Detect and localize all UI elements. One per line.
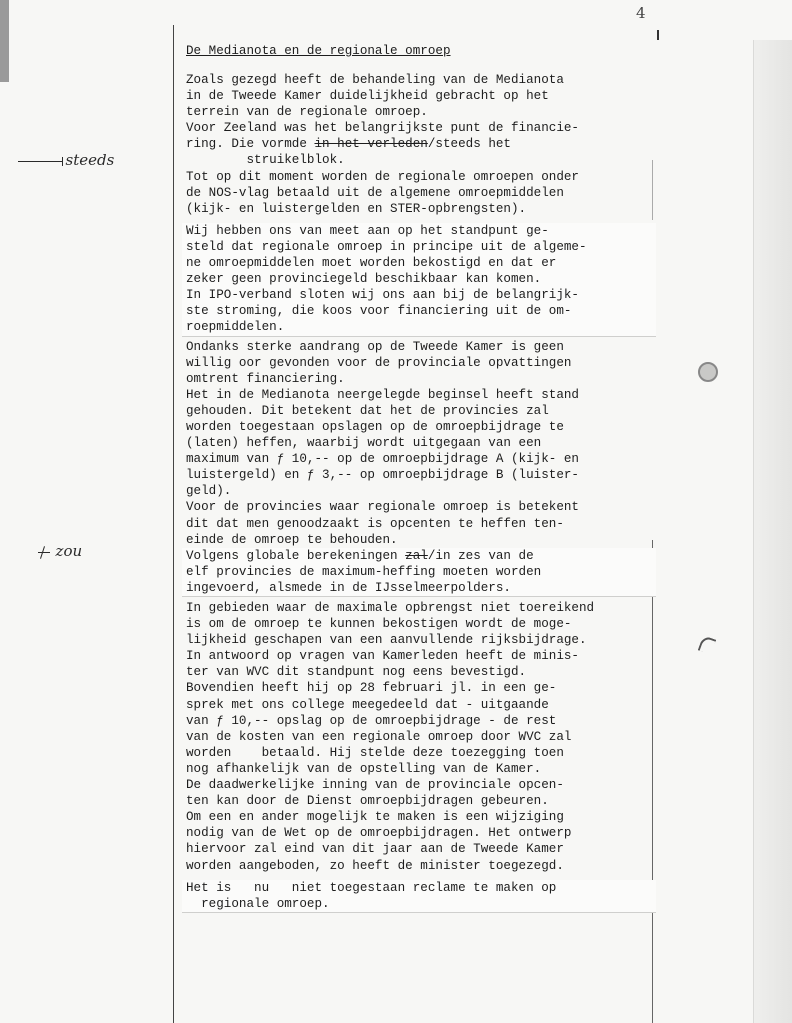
paragraph-intro: Zoals gezegd heeft de behandeling van de Medianota in de Tweede Kamer duidelijkheid gebracht op het terrein van de regionale omroep. xyxy=(186,73,564,120)
paragraph-zeeland: Voor Zeeland was het belangrijkste punt de financie- ring. Die vormde in het verleden/steeds het struikelblok. xyxy=(186,121,579,168)
struck-text: zal xyxy=(405,548,428,563)
paragraph-rijksbijdrage: In gebieden waar de maximale opbrengst niet toereikend is om de omroep te kunnen bekostigen wordt de moge- lijkheid geschapen van een aanvullende rijksbijdrage. In antwoord op vragen van Kamerleden heeft de minis- ter van WVC dit standpunt nog eens bevestigd. Bovendien heeft hij op 28 februari jl. in een ge- sprek met ons college meegedeeld dat - uitgaande van ƒ 10,-- opslag op de omroepbijdrage - de rest van de kosten van een regionale omroep door WVC zal worden betaald. Hij stelde deze toezegging toen nog afhankelijk van de opstelling van de Kamer. De daadwerkelijke inning van de provinciale opcen- ten kan door de Dienst omroepbijdragen gebeuren. Om een en ander mogelijk te maken is een wijziging nodig van de Wet op de omroepbijdragen. Het ontwerp hiervoor zal eind van dit jaar aan de Tweede Kamer worden aangeboden, zo heeft de minister toegezegd. xyxy=(186,601,595,873)
scan-edge-strip xyxy=(0,0,9,82)
margin-note-steeds: steeds xyxy=(8,133,114,169)
paragraph-reclame: Het is nu niet toegestaan reclame te maken op regionale omroep. xyxy=(182,880,656,912)
insert-arrow-icon xyxy=(18,161,62,162)
paragraph-aandrang: Ondanks sterke aandrang op de Tweede Kamer is geen willig oor gevonden voor de provinciale opvattingen omtrent financiering. Het in de Medianota neergelegde beginsel heeft stand gehouden. Dit betekent dat het de provincies zal worden toegestaan opslagen op de omroepbijdrage te (laten) heffen, waarbij wordt uitgegaan van een maximum van ƒ 10,-- op de omroepbijdrage A (kijk- en luistergeld) en ƒ 3,-- op omroepbijdrage B (luister- geld). Voor de provincies waar regionale omroep is betekent dit dat men genoodzaakt is opcenten te heffen ten- einde de omroep te behouden. xyxy=(186,339,579,547)
corner-mark xyxy=(657,30,659,40)
document-body xyxy=(186,44,656,912)
section-heading: De Medianota en de regionale omroep xyxy=(186,44,451,58)
paragraph-berekeningen: Volgens globale berekeningen zal/in zes van de elf provincies de maximum-heffing moeten worden ingevoerd, alsmede in de IJsselmeerpolders. xyxy=(182,548,656,596)
next-page-edge xyxy=(753,40,792,1023)
punch-hole-mark xyxy=(698,362,718,382)
margin-note-zou: zou xyxy=(28,524,82,560)
pen-mark xyxy=(698,635,717,655)
paragraph-nos: Tot op dit moment worden de regionale omroepen onder de NOS-vlag betaald uit de algemene omroepmiddelen (kijk- en luistergelden en STER-opbrengsten). xyxy=(186,169,579,216)
paste-edge-left xyxy=(173,25,174,1023)
insert-mark-icon xyxy=(38,552,50,553)
paragraph-standpunt: Wij hebben ons van meet aan op het standpunt ge- steld dat regionale omroep in principe uit de algeme- ne omroepmiddelen moet worden bekostigd en dat er zeker geen provinciegeld beschikbaar kan komen. In IPO-verband sloten wij ons aan bij de belangrijk- ste stroming, die koos voor financiering uit de om- roepmiddelen. xyxy=(182,223,656,336)
struck-text: in het verleden xyxy=(314,137,428,152)
page-number: 4 xyxy=(636,4,646,22)
